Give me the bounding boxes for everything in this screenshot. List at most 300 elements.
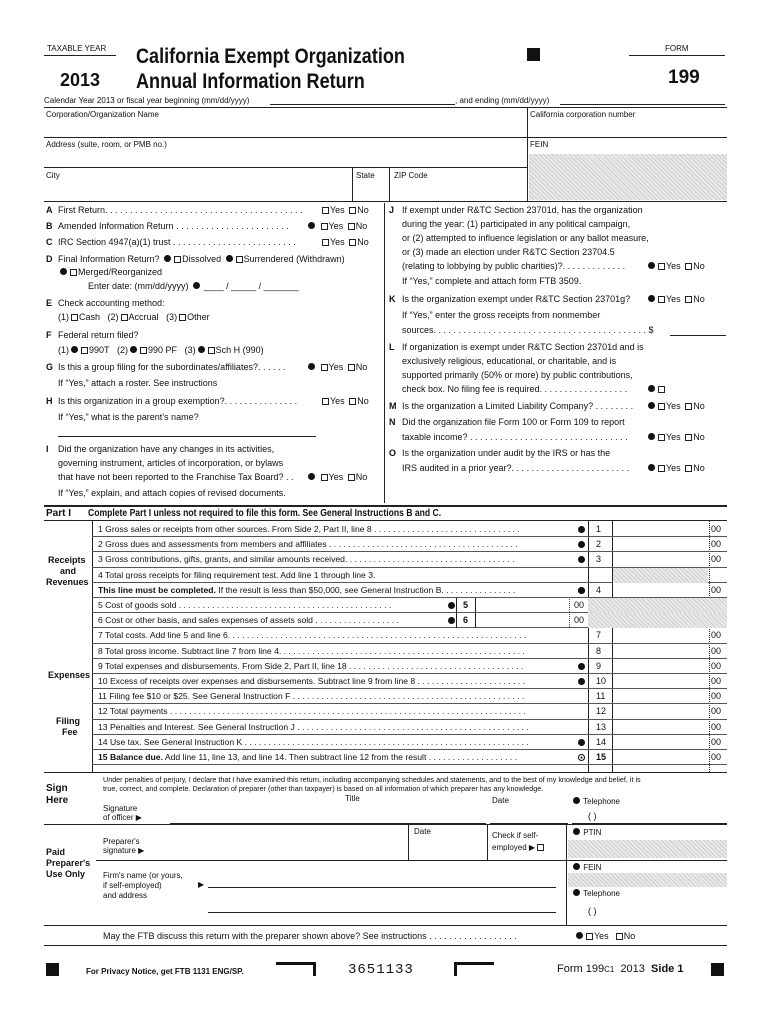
accrual-checkbox[interactable] bbox=[121, 314, 128, 321]
cents-value: 00 bbox=[574, 600, 585, 610]
cents-value: 00 bbox=[711, 524, 722, 534]
table-row bbox=[94, 750, 727, 765]
item-k-no-checkbox[interactable] bbox=[685, 296, 692, 303]
990t-checkbox[interactable] bbox=[81, 347, 88, 354]
item-m-yes-label: Yes bbox=[666, 401, 681, 411]
bullet-icon bbox=[648, 433, 655, 440]
cents-value: 00 bbox=[711, 645, 722, 656]
arrow-right-icon: ▶ bbox=[198, 880, 205, 889]
item-k-2: If “Yes,” enter the gross receipts from nonmember bbox=[402, 310, 601, 320]
item-l-4: check box. No filing fee is required. . . . . . . . . . . . . . . . . . bbox=[402, 384, 628, 394]
item-d-letter: D bbox=[46, 254, 53, 264]
bullet-icon bbox=[648, 295, 655, 302]
item-o-letter: O bbox=[389, 448, 397, 458]
line-number: 13 bbox=[596, 721, 607, 732]
table-row bbox=[94, 522, 727, 537]
line-15-amount-field[interactable] bbox=[614, 751, 707, 764]
corner-mark bbox=[276, 962, 316, 976]
item-c-no-checkbox[interactable] bbox=[349, 239, 356, 246]
bullet-icon bbox=[164, 255, 171, 262]
firm-address-field[interactable] bbox=[208, 912, 556, 913]
line-13-amount-field[interactable] bbox=[614, 721, 707, 734]
line-number: 3 bbox=[596, 554, 602, 565]
item-o-yes-checkbox[interactable] bbox=[658, 465, 665, 472]
table-row bbox=[94, 537, 727, 552]
schh-label: Sch H (990) bbox=[215, 345, 264, 355]
table-row bbox=[94, 628, 727, 643]
and-ending-label: , and ending (mm/dd/yyyy) bbox=[455, 96, 550, 105]
e-3-label: (3) bbox=[166, 312, 178, 322]
bullet-icon bbox=[578, 556, 585, 563]
parent-name-field[interactable] bbox=[58, 436, 316, 437]
item-m-no-checkbox[interactable] bbox=[685, 403, 692, 410]
fein-label: FEIN bbox=[530, 140, 549, 149]
item-j-yes-label: Yes bbox=[666, 261, 681, 271]
item-k-3: sources. . . . . . . . . . . . . . . . . . . . . . . . . . . . . . . . . . . . . . . . . . . $ bbox=[402, 325, 654, 335]
bullet-icon bbox=[648, 262, 655, 269]
paid-label: Paid bbox=[46, 847, 66, 857]
line-9-text: 9 Total expenses and disbursements. From Side 2, Part II, line 18 . . . . . . . . . . . . . . . . . . . . . . . . . . . . . . . . . . . . . bbox=[98, 661, 524, 671]
cents-value: 00 bbox=[711, 554, 722, 565]
bullet-icon bbox=[198, 346, 205, 353]
line-8-amount-field[interactable] bbox=[614, 645, 707, 658]
form-title-line1: California Exempt Organization bbox=[136, 45, 405, 68]
item-j-6: If “Yes,” complete and attach form FTB 3509. bbox=[402, 276, 582, 286]
item-b-text: Amended Information Return . . . . . . . . . . . . . . . . . . . . . . . bbox=[58, 221, 289, 231]
part1-heading: Complete Part I unless not required to file this form. See General Instructions B and C. bbox=[88, 508, 442, 519]
zip-field[interactable] bbox=[391, 182, 525, 198]
line-14-amount-field[interactable] bbox=[614, 736, 707, 749]
line-number: 1 bbox=[596, 524, 602, 534]
registration-mark bbox=[711, 963, 724, 976]
preparers-sig-label2: signature bbox=[103, 846, 136, 855]
line-number: 12 bbox=[596, 706, 607, 717]
table-row bbox=[94, 552, 727, 567]
prep-fein-field[interactable] bbox=[568, 873, 727, 887]
bullet-icon bbox=[576, 932, 583, 939]
perjury-line1: Under penalties of perjury, I declare that I have examined this return, including accompanying schedules and statements, and to the best of my knowledge and belief, it is bbox=[103, 775, 641, 784]
table-row bbox=[94, 720, 727, 735]
address-field[interactable] bbox=[44, 150, 526, 166]
discuss-question: May the FTB discuss this return with the preparer shown above? See instructions . . . . . . . . . . . . . . . . . . bbox=[103, 931, 517, 941]
line-4b-text: If the result is less than $50,000, see General Instruction B. . . . . . . . . . . . . . . . bbox=[215, 585, 516, 595]
cents-value: 00 bbox=[574, 615, 585, 626]
item-j-yes-checkbox[interactable] bbox=[658, 263, 665, 270]
signature-label: Signature bbox=[103, 804, 138, 813]
ptin-label: PTIN bbox=[583, 828, 602, 837]
merged-label: Merged/Reorganized bbox=[78, 267, 163, 277]
item-g-no-label: No bbox=[355, 362, 368, 372]
line-4-label bbox=[98, 571, 576, 580]
cents-value: 00 bbox=[711, 584, 722, 595]
bullet-icon bbox=[60, 268, 67, 275]
item-i-no-label: No bbox=[355, 472, 368, 482]
cents-value: 00 bbox=[711, 630, 722, 641]
item-c-text: IRC Section 4947(a)(1) trust . . . . . . . . . . . . . . . . . . . . . . . . . bbox=[58, 237, 296, 247]
item-b-letter: B bbox=[46, 221, 53, 231]
prep-phone-field[interactable]: ( ) bbox=[588, 906, 597, 916]
form-title-line2: Annual Information Return bbox=[136, 70, 365, 93]
line-2-label bbox=[98, 540, 576, 549]
item-h-sub: If “Yes,” what is the parent’s name? bbox=[58, 412, 199, 422]
bullet-icon bbox=[308, 222, 315, 229]
prep-fein-label: FEIN bbox=[583, 863, 602, 872]
990pf-checkbox[interactable] bbox=[140, 347, 147, 354]
item-j-2: during the year: (1) participated in any political campaign, bbox=[402, 219, 631, 229]
fiscal-end-field[interactable] bbox=[560, 104, 725, 105]
line-5-label bbox=[98, 601, 448, 610]
line-number: 7 bbox=[596, 630, 602, 641]
item-b-no-checkbox[interactable] bbox=[348, 223, 355, 230]
line-number: 2 bbox=[596, 539, 602, 550]
perjury-line2: true, correct, and complete. Declaration of preparer (other than taxpayer) is based on all information of which preparer has any knowledge. bbox=[103, 784, 544, 793]
city-field[interactable] bbox=[44, 182, 350, 198]
here-label: Here bbox=[46, 795, 69, 806]
item-j-5: (relating to lobbying by public charities)?. . . . . . . . . . . . . bbox=[402, 261, 626, 271]
bullet-icon bbox=[573, 889, 580, 896]
item-e-letter: E bbox=[46, 298, 53, 308]
enter-date-label: Enter date: (mm/dd/yyyy) bbox=[88, 281, 189, 291]
bullet-icon bbox=[648, 385, 655, 392]
line-3-label bbox=[98, 555, 576, 564]
bullet-icon bbox=[448, 617, 455, 624]
item-b-yes-label: Yes bbox=[328, 221, 344, 231]
item-i-yes-checkbox[interactable] bbox=[321, 474, 328, 481]
item-o-2: IRS audited in a prior year?. . . . . . . . . . . . . . . . . . . . . . . . bbox=[402, 463, 630, 473]
item-c-yes-checkbox[interactable] bbox=[322, 239, 329, 246]
line-1-amount-field[interactable] bbox=[614, 523, 707, 536]
item-k-1: Is the organization exempt under R&TC Section 23701g? bbox=[402, 294, 631, 304]
line-11-amount-field[interactable] bbox=[614, 690, 707, 703]
line-10-amount-field[interactable] bbox=[614, 675, 707, 688]
fein-field[interactable] bbox=[529, 154, 727, 200]
bullet-icon bbox=[573, 797, 580, 804]
accrual-label: Accrual bbox=[128, 312, 159, 322]
line-7-text: 7 Total costs. Add line 5 and line 6. . . . . . . . . . . . . . . . . . . . . . . . . . . . . . . . . . . . . . . . . . . . . . . . . . . . . . . . . . . . . . . bbox=[98, 631, 527, 640]
line-2-text: 2 Gross dues and assessments from members and affiliates . . . . . . . . . . . . . . . . . . . . . . . . . . . . . . . . . . . . . . . . bbox=[98, 540, 518, 549]
line-number: 5 bbox=[463, 600, 469, 610]
item-g-yes-checkbox[interactable] bbox=[321, 364, 328, 371]
prep-date-label: Date bbox=[414, 827, 431, 836]
item-i-text1: Did the organization have any changes in its activities, bbox=[58, 444, 275, 454]
line-4b-bold: This line must be completed. bbox=[98, 585, 216, 595]
other-label: Other bbox=[187, 312, 210, 322]
line-3-text: 3 Gross contributions, gifts, grants, and similar amounts received. . . . . . . . . . . . . . . . . . . . . . . . . . . . . . . . . . . . bbox=[98, 555, 515, 564]
line-10-label bbox=[98, 677, 576, 686]
line-5-text: 5 Cost of goods sold . . . . . . . . . . . . . . . . . . . . . . . . . . . . . . . . . . . . . . . . . . . . . bbox=[98, 601, 392, 610]
bullet-icon bbox=[448, 602, 455, 609]
check-self-label2: employed bbox=[492, 843, 527, 852]
table-row bbox=[94, 644, 727, 659]
cents-value: 00 bbox=[711, 721, 722, 732]
item-a-yes-checkbox[interactable] bbox=[322, 207, 329, 214]
preparers-label: Preparer's bbox=[46, 858, 91, 868]
corner-mark bbox=[454, 962, 494, 976]
line-number: 14 bbox=[596, 736, 607, 747]
table-row bbox=[94, 613, 727, 628]
discuss-yes-label: Yes bbox=[594, 931, 609, 941]
line-12-label bbox=[98, 707, 576, 716]
arrow-right-icon: ▶ bbox=[135, 813, 142, 822]
line-number: 9 bbox=[596, 660, 602, 671]
table-row bbox=[94, 598, 727, 613]
line-15-bold: 15 Balance due. bbox=[98, 753, 163, 762]
arrow-right-icon: ▶ bbox=[138, 846, 145, 855]
e-2-label: (2) bbox=[107, 312, 119, 322]
item-k-letter: K bbox=[389, 294, 396, 304]
form-number: 199 bbox=[668, 67, 700, 88]
line-5-amount-field[interactable] bbox=[478, 599, 570, 612]
line-3-amount-field[interactable] bbox=[614, 553, 707, 566]
item-i-sub: If “Yes,” explain, and attach copies of revised documents. bbox=[58, 488, 286, 498]
item-n-no-checkbox[interactable] bbox=[685, 434, 692, 441]
line-number: 8 bbox=[596, 645, 602, 656]
firm-label3: and address bbox=[103, 891, 148, 900]
item-l-checkbox[interactable] bbox=[658, 386, 665, 393]
cents-value: 00 bbox=[711, 736, 722, 747]
part1-label: Part I bbox=[46, 508, 72, 519]
section-filing: Filing bbox=[56, 716, 80, 726]
bullet-icon bbox=[578, 754, 585, 761]
item-l-3: supported primarily (50% or more) by public contributions, bbox=[402, 370, 633, 380]
item-n-yes-checkbox[interactable] bbox=[658, 434, 665, 441]
schh-checkbox[interactable] bbox=[208, 347, 215, 354]
item-g-sub: If “Yes,” attach a roster. See instructions bbox=[58, 378, 218, 388]
fiscal-begin-field[interactable] bbox=[270, 104, 455, 105]
item-k-no-label: No bbox=[693, 294, 705, 304]
tax-year: 2013 bbox=[60, 70, 101, 90]
item-k-yes-label: Yes bbox=[666, 294, 681, 304]
item-h-no-checkbox[interactable] bbox=[349, 398, 356, 405]
item-l-2: exclusively religious, educational, or charitable, and is bbox=[402, 356, 617, 366]
f-2-label: (2) bbox=[117, 345, 129, 355]
line-9-amount-field[interactable] bbox=[614, 660, 707, 673]
item-b-no-label: No bbox=[355, 221, 368, 231]
line-number: 6 bbox=[463, 615, 469, 626]
table-row bbox=[94, 583, 727, 598]
item-o-1: Is the organization under audit by the IRS or has the bbox=[402, 448, 611, 458]
surrendered-label: Surrendered (Withdrawn) bbox=[243, 254, 345, 264]
table-row bbox=[94, 674, 727, 689]
merged-checkbox[interactable] bbox=[70, 269, 77, 276]
line-number: 15 bbox=[596, 752, 607, 762]
item-a-yes-label: Yes bbox=[330, 205, 345, 215]
table-row bbox=[94, 568, 727, 583]
item-n-1: Did the organization file Form 100 or Form 109 to report bbox=[402, 417, 625, 427]
barcode-number: 3651133 bbox=[348, 962, 414, 978]
item-j-3: or (2) attempted to influence legislation or any ballot measure, bbox=[402, 233, 649, 243]
bullet-icon bbox=[573, 863, 580, 870]
line-15-text: Add line 11, line 13, and line 14. Then subtract line 12 from the result . . . . . . . . . . . . . . . . . . . bbox=[162, 753, 518, 762]
registration-mark bbox=[527, 48, 540, 61]
use-only-label: Use Only bbox=[46, 869, 86, 879]
line-6-text: 6 Cost or other basis, and sales expenses of assets sold . . . . . . . . . . . . . . . . . . bbox=[98, 616, 399, 625]
line-4-amount-field[interactable] bbox=[614, 584, 707, 597]
item-m-yes-checkbox[interactable] bbox=[658, 403, 665, 410]
taxable-year-label: TAXABLE YEAR bbox=[47, 44, 107, 53]
address-label: Address (suite, room, or PMB no.) bbox=[46, 140, 167, 149]
f-3-label: (3) bbox=[184, 345, 196, 355]
item-f-text: Federal return filed? bbox=[58, 330, 139, 340]
item-b-yes-checkbox[interactable] bbox=[321, 223, 328, 230]
firm-label2: if self-employed) bbox=[103, 881, 162, 890]
dissolved-label: Dissolved bbox=[182, 254, 222, 264]
bullet-icon bbox=[308, 363, 315, 370]
item-h-letter: H bbox=[46, 396, 53, 406]
state-label: State bbox=[356, 171, 375, 180]
footer-side: Side 1 bbox=[651, 963, 684, 975]
corp-name-label: Corporation/Organization Name bbox=[46, 110, 159, 119]
item-f-letter: F bbox=[46, 330, 52, 340]
surrendered-checkbox[interactable] bbox=[236, 256, 243, 263]
cash-label: Cash bbox=[79, 312, 101, 322]
zip-label: ZIP Code bbox=[394, 171, 428, 180]
item-l-letter: L bbox=[389, 342, 395, 352]
line-number: 11 bbox=[596, 691, 606, 702]
item-j-4: or (3) made an election under R&TC Section 23704.5 bbox=[402, 247, 615, 257]
990t-label: 990T bbox=[89, 345, 110, 355]
section-expenses: Expenses bbox=[48, 670, 91, 680]
cents-value: 00 bbox=[711, 676, 722, 686]
bullet-icon bbox=[308, 473, 315, 480]
final-date-field[interactable]: ____ / _____ / _______ bbox=[203, 281, 299, 291]
cents-value: 00 bbox=[711, 706, 722, 717]
item-i-yes-label: Yes bbox=[328, 472, 344, 482]
registration-mark bbox=[46, 963, 59, 976]
line-2-amount-field[interactable] bbox=[614, 538, 707, 551]
ca-corp-number-field[interactable] bbox=[529, 120, 725, 136]
footer-form: Form 199 bbox=[557, 963, 605, 975]
discuss-no-label: No bbox=[623, 931, 636, 941]
section-and: and bbox=[60, 566, 77, 576]
line-number: 10 bbox=[596, 676, 607, 686]
bullet-icon bbox=[71, 346, 78, 353]
bullet-icon bbox=[578, 526, 585, 533]
item-c-no-label: No bbox=[357, 237, 369, 247]
bullet-icon bbox=[578, 739, 585, 746]
nonmember-receipts-field[interactable] bbox=[670, 335, 726, 336]
line-11-text: 11 Filing fee $10 or $25. See General Instruction F . . . . . . . . . . . . . . . . . . . . . . . . . . . . . . . . . . . . . . . . . . . . . . . . . bbox=[98, 692, 525, 701]
item-m-no-label: No bbox=[693, 401, 705, 411]
item-d-text: Final Information Return? bbox=[58, 254, 160, 264]
line-8-label bbox=[98, 647, 576, 656]
item-o-yes-label: Yes bbox=[666, 463, 681, 473]
item-j-letter: J bbox=[389, 205, 395, 215]
form-label: FORM bbox=[665, 44, 689, 53]
sign-telephone-label: Telephone bbox=[583, 797, 620, 806]
item-h-yes-checkbox[interactable] bbox=[322, 398, 329, 405]
item-a-no-label: No bbox=[357, 205, 369, 215]
line-6-amount-field[interactable] bbox=[478, 614, 570, 627]
line-4-text: 4 Total gross receipts for filing requirement test. Add line 1 through line 3. bbox=[98, 570, 376, 580]
line-13-label bbox=[98, 723, 576, 732]
item-h-no-label: No bbox=[357, 396, 369, 406]
line-8-text: 8 Total gross income. Subtract line 7 from line 4. . . . . . . . . . . . . . . . . . . . . . . . . . . . . . . . . . . . . . . . . . . . . . . . . . . . bbox=[98, 646, 525, 656]
discuss-no-checkbox[interactable] bbox=[616, 933, 623, 940]
corp-name-field[interactable] bbox=[44, 120, 526, 136]
bullet-icon bbox=[578, 541, 585, 548]
bullet-icon bbox=[193, 282, 200, 289]
privacy-notice: For Privacy Notice, get FTB 1131 ENG/SP. bbox=[86, 967, 244, 976]
cents-value: 00 bbox=[711, 660, 722, 671]
item-j-no-checkbox[interactable] bbox=[685, 263, 692, 270]
item-i-no-checkbox[interactable] bbox=[348, 474, 355, 481]
item-a-no-checkbox[interactable] bbox=[349, 207, 356, 214]
item-n-2: taxable income? . . . . . . . . . . . . . . . . . . . . . . . . . . . . . . . . bbox=[402, 432, 628, 442]
dissolved-checkbox[interactable] bbox=[174, 256, 181, 263]
ptin-field[interactable] bbox=[568, 840, 727, 858]
item-n-no-label: No bbox=[693, 432, 705, 442]
item-k-yes-checkbox[interactable] bbox=[658, 296, 665, 303]
line-15-label bbox=[98, 753, 576, 762]
line-6-label bbox=[98, 616, 448, 625]
item-i-letter: I bbox=[46, 444, 49, 454]
item-g-letter: G bbox=[46, 362, 54, 372]
line-number: 4 bbox=[596, 584, 602, 595]
sign-label: Sign bbox=[46, 783, 68, 794]
990pf-label: 990 PF bbox=[148, 345, 178, 355]
item-l-1: If organization is exempt under R&TC Section 23701d and is bbox=[402, 342, 644, 352]
other-checkbox[interactable] bbox=[179, 314, 186, 321]
item-n-yes-label: Yes bbox=[666, 432, 681, 442]
table-row bbox=[94, 704, 727, 719]
cash-checkbox[interactable] bbox=[71, 314, 78, 321]
item-e-text: Check accounting method: bbox=[58, 298, 165, 308]
cents-value: 00 bbox=[711, 539, 722, 550]
arrow-right-icon: ▶ bbox=[528, 843, 536, 852]
line-4b-label bbox=[98, 586, 576, 595]
item-i-text3: that have not been reported to the Franchise Tax Board? . . bbox=[58, 472, 294, 482]
bullet-icon bbox=[226, 255, 233, 262]
line-9-label bbox=[98, 662, 576, 671]
table-row bbox=[94, 689, 727, 704]
bullet-icon bbox=[578, 663, 585, 670]
section-revenues: Revenues bbox=[46, 577, 89, 587]
item-j-no-label: No bbox=[693, 261, 705, 271]
line-14-label bbox=[98, 738, 576, 747]
check-self-label1: Check if self- bbox=[492, 831, 539, 840]
discuss-yes-checkbox[interactable] bbox=[586, 933, 593, 940]
footer-c1: C1 bbox=[604, 965, 615, 974]
item-g-yes-label: Yes bbox=[328, 362, 344, 372]
firm-name-field[interactable] bbox=[208, 887, 556, 888]
bullet-icon bbox=[578, 678, 585, 685]
item-a-letter: A bbox=[46, 205, 53, 215]
state-field[interactable] bbox=[354, 182, 387, 198]
line-13-text: 13 Penalties and Interest. See General Instruction J . . . . . . . . . . . . . . . . . . . . . . . . . . . . . . . . . . . . . . . . . . . . . . . . . bbox=[98, 722, 529, 732]
item-o-no-checkbox[interactable] bbox=[685, 465, 692, 472]
cents-value: 00 bbox=[711, 691, 722, 702]
item-i-text2: governing instrument, articles of incorporation, or bylaws bbox=[58, 458, 284, 468]
of-officer-label: of officer bbox=[103, 813, 134, 822]
item-g-no-checkbox[interactable] bbox=[348, 364, 355, 371]
preparers-sig-label1: Preparer's bbox=[103, 837, 140, 846]
item-m-1: Is the organization a Limited Liability Company? . . . . . . . . bbox=[402, 401, 634, 411]
item-c-yes-label: Yes bbox=[330, 237, 345, 247]
line-14-text: 14 Use tax. See General Instruction K . . . . . . . . . . . . . . . . . . . . . . . . . . . . . . . . . . . . . . . . . . . . . . . . . . . . . . . . . . . . bbox=[98, 737, 529, 747]
sign-date-label: Date bbox=[492, 796, 509, 805]
sign-phone-field[interactable]: ( ) bbox=[588, 811, 597, 821]
bullet-icon bbox=[648, 402, 655, 409]
cents-value: 00 bbox=[711, 752, 722, 762]
line-12-amount-field[interactable] bbox=[614, 705, 707, 718]
item-h-yes-label: Yes bbox=[330, 396, 345, 406]
self-employed-checkbox[interactable] bbox=[537, 844, 544, 851]
item-j-1: If exempt under R&TC Section 23701d, has the organization bbox=[402, 205, 643, 215]
section-fee: Fee bbox=[62, 727, 78, 737]
line-7-amount-field[interactable] bbox=[614, 629, 707, 642]
item-a-text: First Return. . . . . . . . . . . . . . . . . . . . . . . . . . . . . . . . . . . . . . . . bbox=[58, 205, 303, 215]
